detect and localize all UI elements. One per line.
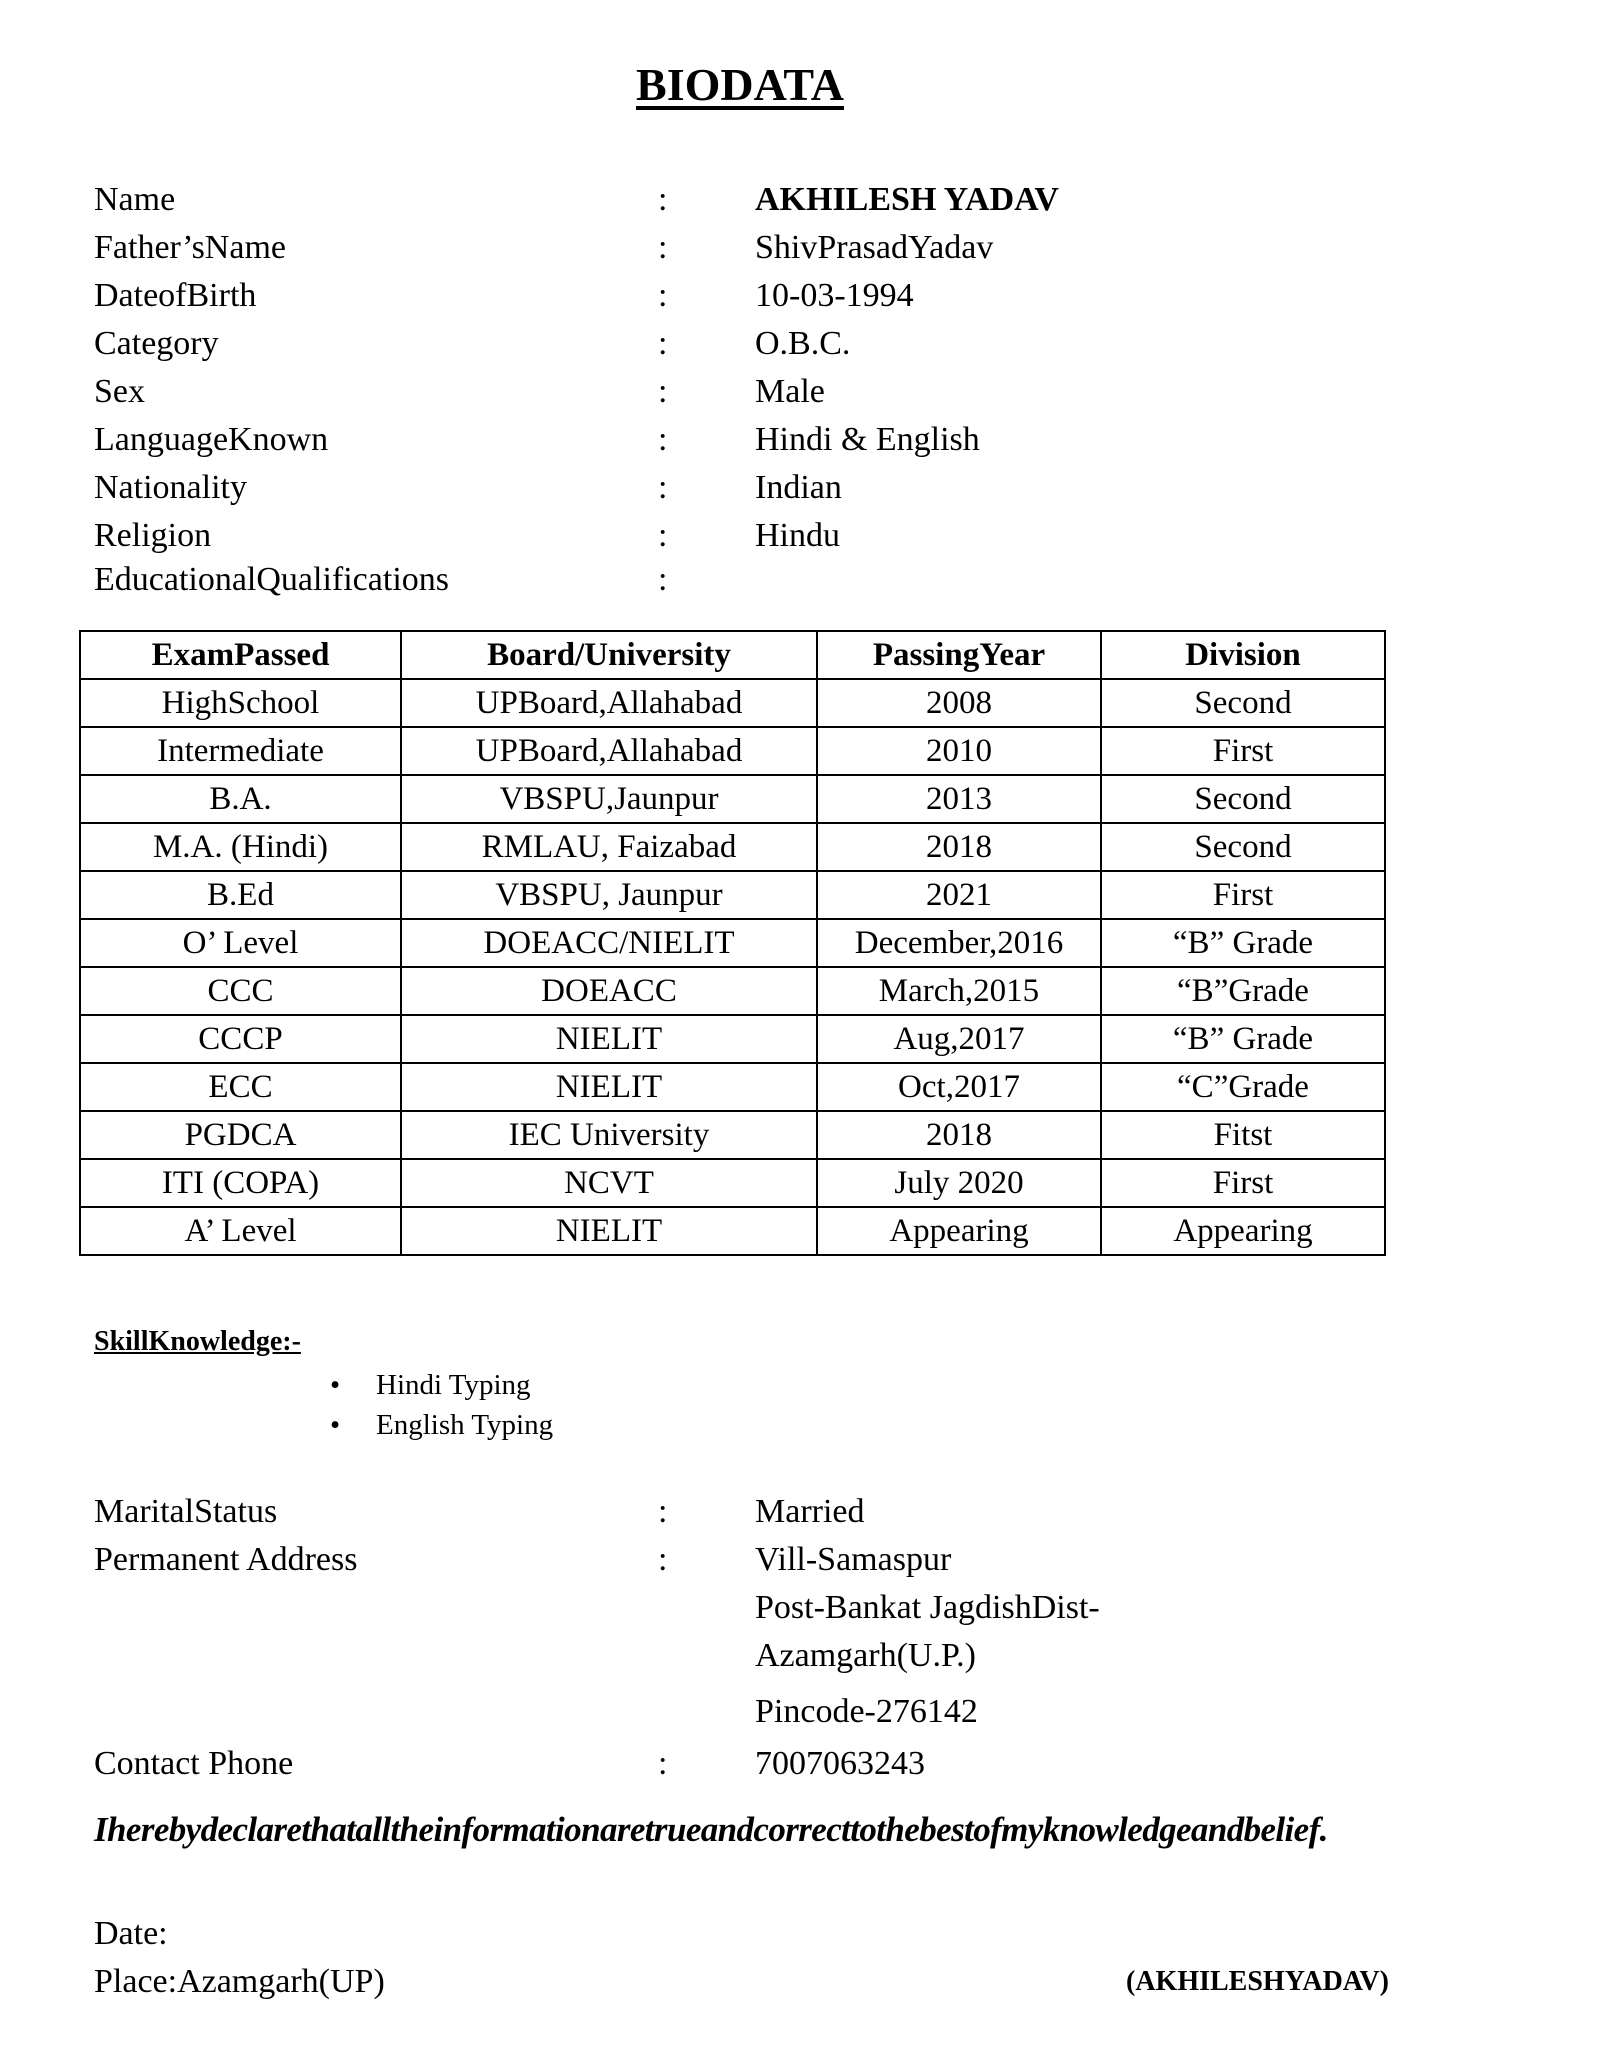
detail-label: Sex (94, 373, 145, 410)
table-cell: VBSPU,Jaunpur (401, 775, 817, 823)
page-title: BIODATA (636, 59, 844, 110)
table-cell: CCC (80, 967, 401, 1015)
detail-separator: : (658, 469, 668, 506)
table-cell: Appearing (817, 1207, 1101, 1255)
table-row (80, 1159, 1385, 1207)
table-row (80, 1063, 1385, 1111)
table-cell: UPBoard,Allahabad (401, 679, 817, 727)
detail-row-dob (94, 272, 1394, 320)
table-cell: DOEACC/NIELIT (401, 919, 817, 967)
table-cell: ITI (COPA) (80, 1159, 401, 1207)
signature-name: (AKHILESHYADAV) (1126, 1966, 1389, 1997)
place-label: Place:Azamgarh(UP) (94, 1963, 385, 2000)
column-header: PassingYear (817, 631, 1101, 679)
table-cell: B.A. (80, 775, 401, 823)
detail-value: ShivPrasadYadav (755, 229, 994, 266)
detail-separator: : (658, 561, 668, 598)
table-header-row (80, 631, 1385, 679)
detail-separator: : (658, 373, 668, 410)
detail-row-nationality (94, 464, 1394, 512)
education-table (79, 630, 1386, 1256)
detail-row-marital (94, 1488, 1394, 1536)
table-row (80, 871, 1385, 919)
table-cell: Second (1101, 823, 1385, 871)
detail-separator: : (658, 229, 668, 266)
table-cell: First (1101, 1159, 1385, 1207)
detail-value: O.B.C. (755, 325, 851, 362)
detail-label: LanguageKnown (94, 421, 329, 458)
table-row (80, 919, 1385, 967)
table-cell: December,2016 (817, 919, 1101, 967)
table-cell: VBSPU, Jaunpur (401, 871, 817, 919)
table-cell: 2018 (817, 823, 1101, 871)
table-cell: Oct,2017 (817, 1063, 1101, 1111)
detail-value: 7007063243 (755, 1745, 925, 1782)
detail-value: 10-03-1994 (755, 277, 914, 314)
table-row (80, 775, 1385, 823)
skill-label: Hindi Typing (376, 1369, 531, 1401)
table-row (80, 823, 1385, 871)
column-header: Division (1101, 631, 1385, 679)
table-cell: 2008 (817, 679, 1101, 727)
table-cell: NIELIT (401, 1063, 817, 1111)
detail-label: DateofBirth (94, 277, 257, 314)
table-cell: DOEACC (401, 967, 817, 1015)
detail-label: EducationalQualifications (94, 561, 449, 598)
detail-label: Nationality (94, 469, 247, 506)
table-cell: Second (1101, 775, 1385, 823)
table-cell: 2010 (817, 727, 1101, 775)
table-cell: “B” Grade (1101, 919, 1385, 967)
skills-list (330, 1365, 553, 1445)
table-cell: B.Ed (80, 871, 401, 919)
detail-separator: : (658, 517, 668, 554)
detail-value: Male (755, 373, 825, 410)
detail-row-education (94, 556, 1394, 604)
table-cell: IEC University (401, 1111, 817, 1159)
table-row (80, 1111, 1385, 1159)
detail-separator: : (658, 325, 668, 362)
detail-row-category (94, 320, 1394, 368)
detail-value: AKHILESH YADAV (755, 181, 1059, 218)
table-cell: Second (1101, 679, 1385, 727)
table-cell: A’ Level (80, 1207, 401, 1255)
detail-label: Category (94, 325, 219, 362)
bullet-icon: • (330, 1409, 341, 1441)
detail-label: Contact Phone (94, 1745, 294, 1782)
column-header: ExamPassed (80, 631, 401, 679)
table-row (80, 967, 1385, 1015)
table-row (80, 727, 1385, 775)
detail-value: Hindi & English (755, 421, 980, 458)
table-cell: First (1101, 871, 1385, 919)
detail-label: MaritalStatus (94, 1493, 278, 1530)
column-header: Board/University (401, 631, 817, 679)
table-cell: RMLAU, Faizabad (401, 823, 817, 871)
detail-row-name (94, 176, 1394, 224)
table-cell: Fitst (1101, 1111, 1385, 1159)
detail-row-address (94, 1536, 1394, 1584)
detail-separator: : (658, 421, 668, 458)
table-cell: 2013 (817, 775, 1101, 823)
table-cell: NIELIT (401, 1207, 817, 1255)
table-cell: ECC (80, 1063, 401, 1111)
address-line: Pincode-276142 (755, 1693, 978, 1730)
table-cell: O’ Level (80, 919, 401, 967)
table-cell: First (1101, 727, 1385, 775)
table-row (80, 1015, 1385, 1063)
detail-label: Permanent Address (94, 1541, 358, 1578)
detail-row-religion (94, 512, 1394, 560)
table-cell: CCCP (80, 1015, 401, 1063)
table-row (80, 679, 1385, 727)
table-cell: UPBoard,Allahabad (401, 727, 817, 775)
detail-row-sex (94, 368, 1394, 416)
table-cell: “B” Grade (1101, 1015, 1385, 1063)
bullet-icon: • (330, 1369, 341, 1401)
declaration: Iherebydeclarethatalltheinformationaretrueandcorrecttothebestofmyknowledgeandbelief. (94, 1810, 1328, 1849)
address-line: Vill-Samaspur (755, 1541, 952, 1578)
table-cell: 2018 (817, 1111, 1101, 1159)
table-cell: Aug,2017 (817, 1015, 1101, 1063)
date-label: Date: (94, 1915, 168, 1952)
address-line: Post-Bankat JagdishDist- (755, 1589, 1100, 1626)
detail-separator: : (658, 1745, 668, 1782)
table-cell: HighSchool (80, 679, 401, 727)
table-cell: M.A. (Hindi) (80, 823, 401, 871)
detail-row-phone (94, 1740, 1394, 1788)
table-cell: NCVT (401, 1159, 817, 1207)
table-row (80, 1207, 1385, 1255)
table-cell: “C”Grade (1101, 1063, 1385, 1111)
detail-value: Married (755, 1493, 865, 1530)
skills-heading: SkillKnowledge:- (94, 1326, 301, 1357)
list-item (330, 1365, 553, 1405)
detail-label: Father’sName (94, 229, 286, 266)
detail-value: Indian (755, 469, 842, 506)
table-cell: Intermediate (80, 727, 401, 775)
table-cell: “B”Grade (1101, 967, 1385, 1015)
detail-label: Name (94, 181, 176, 218)
table-cell: NIELIT (401, 1015, 817, 1063)
detail-row-language (94, 416, 1394, 464)
table-cell: Appearing (1101, 1207, 1385, 1255)
detail-separator: : (658, 277, 668, 314)
table-cell: 2021 (817, 871, 1101, 919)
skill-label: English Typing (376, 1409, 554, 1441)
table-cell: July 2020 (817, 1159, 1101, 1207)
detail-value: Hindu (755, 517, 840, 554)
detail-label: Religion (94, 517, 212, 554)
address-line: Azamgarh(U.P.) (755, 1637, 976, 1674)
table-cell: March,2015 (817, 967, 1101, 1015)
detail-separator: : (658, 181, 668, 218)
list-item (330, 1405, 553, 1445)
detail-row-father-name (94, 224, 1394, 272)
table-cell: PGDCA (80, 1111, 401, 1159)
detail-separator: : (658, 1541, 668, 1578)
detail-separator: : (658, 1493, 668, 1530)
